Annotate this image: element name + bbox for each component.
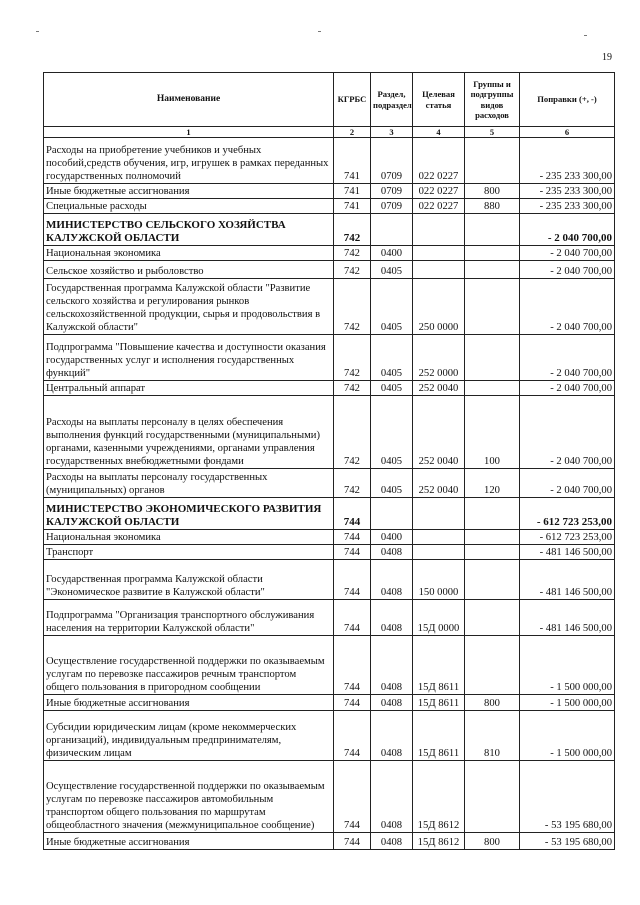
- row-section: [371, 498, 413, 530]
- row-target: 250 0000: [413, 279, 465, 335]
- row-target: 252 0040: [413, 469, 465, 498]
- row-name: Расходы на выплаты персоналу государственных (муниципальных) органов: [44, 469, 334, 498]
- table-row: [44, 381, 615, 396]
- row-name: Центральный аппарат: [44, 381, 334, 396]
- row-amount: - 1 500 000,00: [520, 695, 615, 711]
- row-kgrbs: 744: [334, 600, 371, 636]
- row-amount: - 1 500 000,00: [520, 711, 615, 761]
- page-number: 19: [602, 52, 612, 63]
- row-name: Национальная экономика: [44, 530, 334, 545]
- row-kgrbs: 744: [334, 530, 371, 545]
- row-amount: - 1 500 000,00: [520, 636, 615, 695]
- column-number: 6: [520, 127, 615, 138]
- table-row: [44, 560, 615, 600]
- row-target: 252 0040: [413, 381, 465, 396]
- row-name: Подпрограмма "Организация транспортного обслуживания населения на территории Калужской области": [44, 600, 334, 636]
- row-section: 0405: [371, 335, 413, 381]
- row-amount: - 2 040 700,00: [520, 214, 615, 246]
- row-target: 252 0040: [413, 396, 465, 469]
- row-section: 0408: [371, 636, 413, 695]
- row-target: [413, 545, 465, 560]
- row-kgrbs: 744: [334, 636, 371, 695]
- row-section: 0405: [371, 469, 413, 498]
- row-amount: - 481 146 500,00: [520, 560, 615, 600]
- row-kgrbs: 742: [334, 396, 371, 469]
- row-name: Национальная экономика: [44, 246, 334, 261]
- row-kgrbs: 742: [334, 279, 371, 335]
- row-name: Транспорт: [44, 545, 334, 560]
- budget-amendments-table: [43, 72, 615, 850]
- column-number: 2: [334, 127, 371, 138]
- row-name: Осуществление государственной поддержки по оказываемым услугам по перевозке пассажиров автомобильным транспортом общего пользования по маршрутам общеобластного значения (межмуниципальное сообщение): [44, 761, 334, 833]
- table-row: [44, 695, 615, 711]
- row-name: Сельское хозяйство и рыболовство: [44, 261, 334, 279]
- table-row: [44, 214, 615, 246]
- row-group: [465, 214, 520, 246]
- table-row: [44, 833, 615, 850]
- row-group: [465, 279, 520, 335]
- row-section: 0400: [371, 530, 413, 545]
- row-target: 150 0000: [413, 560, 465, 600]
- row-kgrbs: 744: [334, 711, 371, 761]
- table-row: [44, 138, 615, 184]
- row-target: 022 0227: [413, 184, 465, 199]
- row-name: Иные бюджетные ассигнования: [44, 184, 334, 199]
- row-target: 022 0227: [413, 199, 465, 214]
- row-kgrbs: 742: [334, 246, 371, 261]
- row-amount: - 235 233 300,00: [520, 199, 615, 214]
- header-groups: Группы и подгруппы видов расходов: [465, 73, 520, 127]
- row-target: 15Д 0000: [413, 600, 465, 636]
- row-target: 15Д 8611: [413, 695, 465, 711]
- table-row: [44, 711, 615, 761]
- row-name: Государственная программа Калужской области "Экономическое развитие в Калужской области": [44, 560, 334, 600]
- row-kgrbs: 742: [334, 335, 371, 381]
- row-group: 800: [465, 184, 520, 199]
- row-target: [413, 246, 465, 261]
- header-target: Целевая статья: [413, 73, 465, 127]
- row-amount: - 2 040 700,00: [520, 469, 615, 498]
- row-kgrbs: 744: [334, 695, 371, 711]
- row-group: 880: [465, 199, 520, 214]
- row-group: [465, 335, 520, 381]
- row-kgrbs: 741: [334, 199, 371, 214]
- row-target: 15Д 8611: [413, 711, 465, 761]
- row-group: 800: [465, 695, 520, 711]
- row-amount: - 2 040 700,00: [520, 381, 615, 396]
- row-section: 0400: [371, 246, 413, 261]
- column-number: 3: [371, 127, 413, 138]
- row-amount: - 235 233 300,00: [520, 184, 615, 199]
- row-kgrbs: 742: [334, 214, 371, 246]
- row-name: Специальные расходы: [44, 199, 334, 214]
- row-amount: - 53 195 680,00: [520, 833, 615, 850]
- row-section: 0408: [371, 545, 413, 560]
- row-kgrbs: 742: [334, 469, 371, 498]
- row-kgrbs: 744: [334, 761, 371, 833]
- header-row: [44, 73, 615, 127]
- row-group: [465, 761, 520, 833]
- row-section: 0405: [371, 381, 413, 396]
- row-section: 0408: [371, 560, 413, 600]
- row-group: [465, 600, 520, 636]
- column-number: 4: [413, 127, 465, 138]
- row-kgrbs: 744: [334, 498, 371, 530]
- row-group: [465, 560, 520, 600]
- row-section: 0709: [371, 199, 413, 214]
- row-name: Подпрограмма "Повышение качества и доступности оказания государственных услуг и исполнения государственных функций": [44, 335, 334, 381]
- row-kgrbs: 744: [334, 833, 371, 850]
- row-name: Субсидии юридическим лицам (кроме некоммерческих организаций), индивидуальным предпринимателям, физическим лицам: [44, 711, 334, 761]
- header-kgrbs: КГРБС: [334, 73, 371, 127]
- row-amount: - 481 146 500,00: [520, 600, 615, 636]
- row-amount: - 612 723 253,00: [520, 530, 615, 545]
- table-row: [44, 530, 615, 545]
- row-kgrbs: 744: [334, 560, 371, 600]
- table-row: [44, 600, 615, 636]
- header-amendments: Поправки (+, -): [520, 73, 615, 127]
- table-row: [44, 184, 615, 199]
- header-section: Раздел, подраздел: [371, 73, 413, 127]
- row-target: 15Д 8612: [413, 761, 465, 833]
- row-target: [413, 214, 465, 246]
- row-kgrbs: 742: [334, 261, 371, 279]
- row-name: Расходы на приобретение учебников и учебных пособий,средств обучения, игр, игрушек в рамках переданных государственных полномочий: [44, 138, 334, 184]
- row-section: [371, 214, 413, 246]
- scan-speck: [584, 35, 587, 36]
- table-row: [44, 246, 615, 261]
- row-group: 800: [465, 833, 520, 850]
- row-name: МИНИСТЕРСТВО ЭКОНОМИЧЕСКОГО РАЗВИТИЯ КАЛУЖСКОЙ ОБЛАСТИ: [44, 498, 334, 530]
- row-amount: - 235 233 300,00: [520, 138, 615, 184]
- table-row: [44, 636, 615, 695]
- row-group: 120: [465, 469, 520, 498]
- table-row: [44, 469, 615, 498]
- row-section: 0408: [371, 695, 413, 711]
- table-row: [44, 261, 615, 279]
- row-name: Расходы на выплаты персоналу в целях обеспечения выполнения функций государственными (муниципальными) органами, казенными учреждениями, органами управления государственных внебюджетными фондами: [44, 396, 334, 469]
- column-number: 1: [44, 127, 334, 138]
- row-section: 0405: [371, 279, 413, 335]
- row-target: 022 0227: [413, 138, 465, 184]
- row-group: [465, 261, 520, 279]
- table-row: [44, 545, 615, 560]
- scan-speck: [36, 31, 39, 32]
- row-target: [413, 498, 465, 530]
- row-kgrbs: 741: [334, 138, 371, 184]
- row-amount: - 53 195 680,00: [520, 761, 615, 833]
- row-section: 0408: [371, 761, 413, 833]
- scan-speck: [318, 31, 321, 32]
- row-target: 15Д 8612: [413, 833, 465, 850]
- table-row: [44, 498, 615, 530]
- header-name: Наименование: [44, 73, 334, 127]
- row-group: [465, 636, 520, 695]
- row-target: 252 0000: [413, 335, 465, 381]
- row-amount: - 481 146 500,00: [520, 545, 615, 560]
- row-section: 0405: [371, 261, 413, 279]
- row-kgrbs: 742: [334, 381, 371, 396]
- row-name: МИНИСТЕРСТВО СЕЛЬСКОГО ХОЗЯЙСТВА КАЛУЖСКОЙ ОБЛАСТИ: [44, 214, 334, 246]
- row-name: Осуществление государственной поддержки по оказываемым услугам по перевозке пассажиров речным транспортом общего пользования в пригородном сообщении: [44, 636, 334, 695]
- row-kgrbs: 744: [334, 545, 371, 560]
- row-target: [413, 530, 465, 545]
- table-row: [44, 199, 615, 214]
- row-amount: - 2 040 700,00: [520, 246, 615, 261]
- row-name: Иные бюджетные ассигнования: [44, 695, 334, 711]
- row-amount: - 612 723 253,00: [520, 498, 615, 530]
- row-amount: - 2 040 700,00: [520, 261, 615, 279]
- row-name: Иные бюджетные ассигнования: [44, 833, 334, 850]
- row-amount: - 2 040 700,00: [520, 335, 615, 381]
- row-group: 810: [465, 711, 520, 761]
- row-group: [465, 545, 520, 560]
- row-group: [465, 246, 520, 261]
- table-row: [44, 335, 615, 381]
- row-target: 15Д 8611: [413, 636, 465, 695]
- row-section: 0709: [371, 138, 413, 184]
- table-row: [44, 279, 615, 335]
- row-name: Государственная программа Калужской области "Развитие сельского хозяйства и регулирования рынков сельскохозяйственной продукции, сырья и продовольствия в Калужской области": [44, 279, 334, 335]
- row-section: 0408: [371, 833, 413, 850]
- row-group: [465, 138, 520, 184]
- row-group: 100: [465, 396, 520, 469]
- row-amount: - 2 040 700,00: [520, 279, 615, 335]
- row-section: 0709: [371, 184, 413, 199]
- column-number: 5: [465, 127, 520, 138]
- column-number-row: [44, 127, 615, 138]
- row-section: 0408: [371, 600, 413, 636]
- row-section: 0408: [371, 711, 413, 761]
- row-target: [413, 261, 465, 279]
- table-row: [44, 396, 615, 469]
- row-kgrbs: 741: [334, 184, 371, 199]
- row-amount: - 2 040 700,00: [520, 396, 615, 469]
- table-row: [44, 761, 615, 833]
- row-group: [465, 530, 520, 545]
- row-section: 0405: [371, 396, 413, 469]
- row-group: [465, 381, 520, 396]
- row-group: [465, 498, 520, 530]
